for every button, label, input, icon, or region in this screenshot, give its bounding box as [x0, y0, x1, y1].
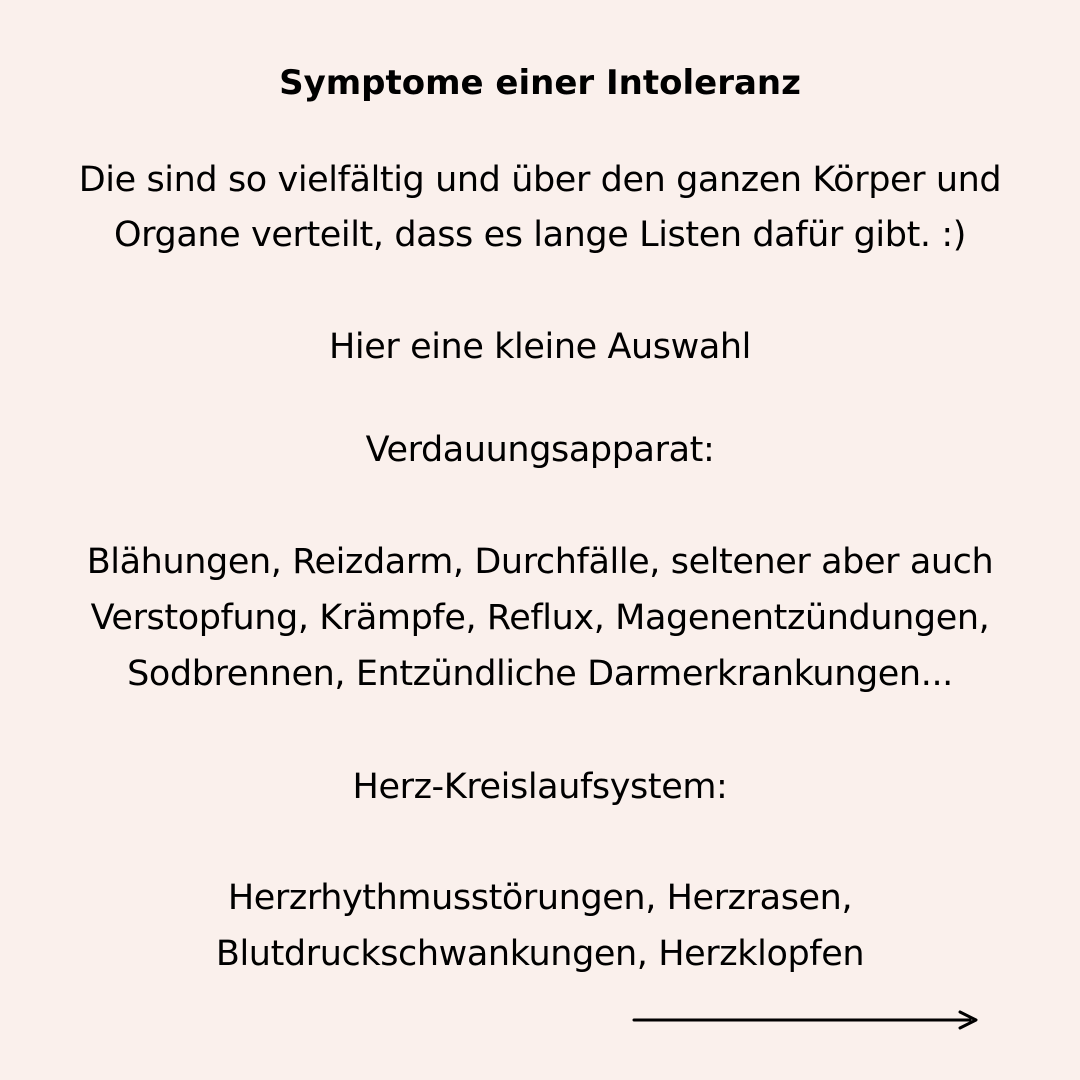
arrow-right-icon[interactable] — [630, 1008, 985, 1032]
symptom-line: Sodbrennen, Entzündliche Darmerkrankungen... — [127, 654, 953, 694]
symptom-line: Blähungen, Reizdarm, Durchfälle, seltener aber auch — [86, 542, 994, 582]
intro-line-1: Die sind so vielfältig und über den ganzen Körper und — [78, 160, 1002, 200]
selection-label: Hier eine kleine Auswahl — [328, 327, 752, 367]
symptom-line: Blutdruckschwankungen, Herzklopfen — [215, 934, 865, 974]
section-heading-cardiovascular: Herz-Kreislaufsystem: — [352, 767, 728, 807]
section-heading-digestive: Verdauungsapparat: — [365, 430, 715, 470]
slide-title: Symptome einer Intoleranz — [279, 63, 801, 103]
intro-line-2: Organe verteilt, dass es lange Listen dafür gibt. :) — [113, 215, 966, 255]
symptom-line: Verstopfung, Krämpfe, Reflux, Magenentzündungen, — [90, 598, 990, 638]
symptom-line: Herzrhythmusstörungen, Herzrasen, — [227, 878, 853, 918]
